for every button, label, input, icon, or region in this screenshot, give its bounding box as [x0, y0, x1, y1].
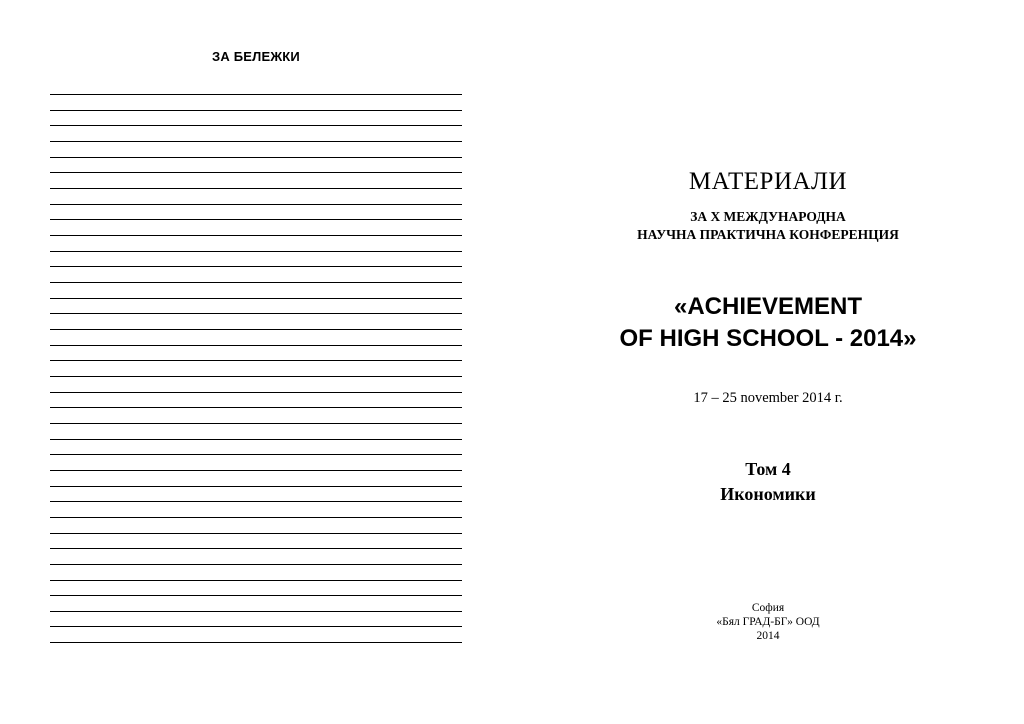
publisher-year: 2014: [756, 630, 780, 642]
conference-title-line-1: «ACHIEVEMENT: [673, 293, 863, 320]
volume-section: Икономики: [720, 484, 816, 504]
note-line: [50, 595, 462, 596]
note-line: [50, 564, 462, 565]
conference-subtitle-line-1: ЗА Х МЕЖДУНАРОДНА: [690, 209, 846, 224]
note-line: [50, 94, 462, 95]
note-line: [50, 125, 462, 126]
volume-number: Том 4: [745, 459, 791, 479]
note-line: [50, 407, 462, 408]
note-line: [50, 188, 462, 189]
note-line: [50, 580, 462, 581]
note-line: [50, 172, 462, 173]
note-line: [50, 439, 462, 440]
note-line: [50, 501, 462, 502]
note-line: [50, 298, 462, 299]
note-line: [50, 141, 462, 142]
materials-heading: МАТЕРИАЛИ: [688, 168, 848, 195]
note-line: [50, 486, 462, 487]
publisher-name: «Бял ГРАД-БГ» ООД: [716, 616, 820, 628]
note-line: [50, 219, 462, 220]
note-line: [50, 470, 462, 471]
note-line: [50, 454, 462, 455]
note-line: [50, 313, 462, 314]
note-line: [50, 282, 462, 283]
notes-heading: ЗА БЕЛЕЖКИ: [212, 49, 300, 64]
note-line: [50, 204, 462, 205]
note-line: [50, 345, 462, 346]
note-line: [50, 376, 462, 377]
publisher-city: София: [751, 602, 785, 614]
note-line: [50, 360, 462, 361]
note-line: [50, 235, 462, 236]
note-line: [50, 611, 462, 612]
note-line: [50, 517, 462, 518]
note-line: [50, 548, 462, 549]
note-line: [50, 329, 462, 330]
note-line: [50, 110, 462, 111]
conference-dates: 17 – 25 november 2014 г.: [693, 390, 843, 406]
note-line: [50, 642, 462, 643]
conference-title-line-2: OF HIGH SCHOOL - 2014»: [619, 325, 917, 352]
right-page: [512, 0, 1024, 724]
note-line: [50, 392, 462, 393]
note-line: [50, 626, 462, 627]
note-line: [50, 533, 462, 534]
note-line: [50, 423, 462, 424]
note-line: [50, 157, 462, 158]
note-line: [50, 266, 462, 267]
note-line: [50, 251, 462, 252]
conference-subtitle-line-2: НАУЧНА ПРАКТИЧНА КОНФЕРЕНЦИЯ: [637, 227, 899, 242]
note-lines: [50, 0, 462, 724]
